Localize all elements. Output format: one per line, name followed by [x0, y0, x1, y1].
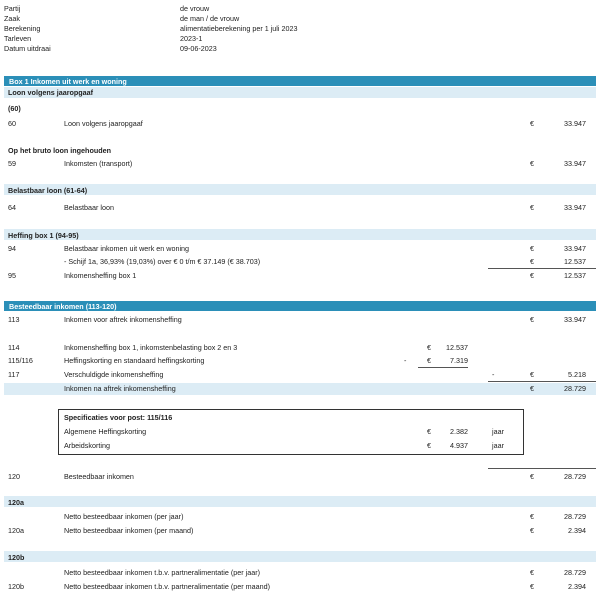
- row-amount: 33.947: [564, 244, 586, 253]
- currency-symbol: €: [530, 472, 534, 481]
- row-amount: 7.319: [450, 356, 468, 365]
- row-code: 120: [8, 472, 20, 481]
- row-desc: Netto besteedbaar inkomen (per maand): [64, 526, 194, 535]
- currency-symbol: €: [530, 315, 534, 324]
- minus-sign: -: [492, 370, 495, 379]
- row-desc: - Schijf 1a, 36,93% (19,03%) over € 0 t/m € 37.149 (€ 38.703): [64, 257, 261, 266]
- meta-value: alimentatieberekening per 1 juli 2023: [180, 24, 298, 33]
- subsection-shade: [4, 229, 596, 240]
- meta-label: Berekening: [4, 24, 41, 33]
- currency-symbol: €: [427, 356, 431, 365]
- spec-unit: jaar: [492, 427, 504, 436]
- row-desc: Inkomensheffing box 1, inkomstenbelasting box 2 en 3: [64, 343, 238, 352]
- subsection-shade: [4, 551, 596, 562]
- meta-value: 2023-1: [180, 34, 203, 43]
- row-desc: Inkomen na aftrek inkomensheffing: [64, 384, 176, 393]
- currency-symbol: €: [530, 159, 534, 168]
- row-desc: Belastbaar loon: [64, 203, 114, 212]
- code-label: (60): [8, 104, 21, 113]
- meta-value: 09-06-2023: [180, 44, 217, 53]
- subsection-title: Op het bruto loon ingehouden: [8, 146, 112, 155]
- row-desc: Inkomen voor aftrek inkomensheffing: [64, 315, 182, 324]
- currency-symbol: €: [530, 203, 534, 212]
- sum-line: [488, 468, 596, 469]
- spec-title: Specificaties voor post: 115/116: [64, 413, 173, 422]
- currency-symbol: €: [530, 384, 534, 393]
- row-desc: Inkomensheffing box 1: [64, 271, 137, 280]
- section-header-box1: [4, 76, 596, 86]
- row-amount: 5.218: [568, 370, 586, 379]
- row-desc: Inkomsten (transport): [64, 159, 133, 168]
- subsection-shade: [4, 496, 596, 507]
- spec-desc: Arbeidskorting: [64, 441, 110, 450]
- row-amount: 33.947: [564, 203, 586, 212]
- meta-value: de man / de vrouw: [180, 14, 240, 23]
- spec-amount: 4.937: [450, 441, 468, 450]
- row-code: 117: [8, 370, 20, 379]
- row-code: 59: [8, 159, 16, 168]
- meta-value: de vrouw: [180, 4, 210, 13]
- row-code: 120a: [8, 526, 24, 535]
- sum-line: [488, 268, 596, 269]
- spec-desc: Algemene Heffingskorting: [64, 427, 147, 436]
- row-code: 120b: [8, 582, 24, 591]
- row-code: 114: [8, 343, 20, 352]
- row-desc: Verschuldigde inkomensheffing: [64, 370, 164, 379]
- currency-symbol: €: [530, 257, 534, 266]
- currency-symbol: €: [530, 271, 534, 280]
- row-code: 64: [8, 203, 16, 212]
- meta-label: Tarleven: [4, 34, 32, 43]
- row-amount: 28.729: [564, 472, 586, 481]
- currency-symbol: €: [427, 343, 431, 352]
- currency-symbol: €: [427, 441, 431, 450]
- row-amount: 33.947: [564, 159, 586, 168]
- subsection-title: Belastbaar loon (61-64): [8, 186, 88, 195]
- row-code: 115/116: [8, 356, 33, 365]
- row-amount: 2.394: [568, 526, 586, 535]
- subsection-title: 120a: [8, 498, 24, 507]
- subsection-title: Loon volgens jaaropgaaf: [8, 88, 94, 97]
- meta-label: Zaak: [4, 14, 20, 23]
- row-desc: Netto besteedbaar inkomen (per jaar): [64, 512, 184, 521]
- row-desc: Netto besteedbaar inkomen t.b.v. partneralimentatie (per jaar): [64, 568, 261, 577]
- row-amount: 28.729: [564, 512, 586, 521]
- row-code: 60: [8, 119, 16, 128]
- row-desc: Besteedbaar inkomen: [64, 472, 134, 481]
- currency-symbol: €: [530, 526, 534, 535]
- row-desc: Loon volgens jaaropgaaf: [64, 119, 143, 128]
- sum-line: [488, 381, 596, 382]
- row-code: 94: [8, 244, 16, 253]
- currency-symbol: €: [530, 568, 534, 577]
- spec-amount: 2.382: [450, 427, 468, 436]
- currency-symbol: €: [530, 582, 534, 591]
- row-amount: 28.729: [564, 384, 586, 393]
- row-amount: 2.394: [568, 582, 586, 591]
- spec-unit: jaar: [492, 441, 504, 450]
- subsection-title: 120b: [8, 553, 25, 562]
- subsection-title: Heffing box 1 (94-95): [8, 231, 79, 240]
- subsection-shade: [4, 184, 596, 195]
- row-code: 95: [8, 271, 16, 280]
- sum-line: [418, 367, 468, 368]
- section-title: Box 1 Inkomen uit werk en woning: [9, 77, 127, 86]
- row-desc: Netto besteedbaar inkomen t.b.v. partneralimentatie (per maand): [64, 582, 271, 591]
- currency-symbol: €: [530, 512, 534, 521]
- currency-symbol: €: [427, 427, 431, 436]
- row-amount: 33.947: [564, 315, 586, 324]
- section-header-besteedbaar: [4, 301, 596, 311]
- row-code: 113: [8, 315, 20, 324]
- minus-sign: -: [404, 356, 407, 365]
- row-amount: 33.947: [564, 119, 586, 128]
- meta-label: Partij: [4, 4, 21, 13]
- row-amount: 28.729: [564, 568, 586, 577]
- currency-symbol: €: [530, 370, 534, 379]
- row-desc: Heffingskorting en standaard heffingskorting: [64, 356, 205, 365]
- row-amount: 12.537: [446, 343, 468, 352]
- row-amount: 12.537: [564, 271, 586, 280]
- row-desc: Belastbaar inkomen uit werk en woning: [64, 244, 190, 253]
- section-title: Besteedbaar inkomen (113-120): [9, 302, 117, 311]
- meta-label: Datum uitdraai: [4, 44, 51, 53]
- currency-symbol: €: [530, 119, 534, 128]
- row-amount: 12.537: [564, 257, 586, 266]
- currency-symbol: €: [530, 244, 534, 253]
